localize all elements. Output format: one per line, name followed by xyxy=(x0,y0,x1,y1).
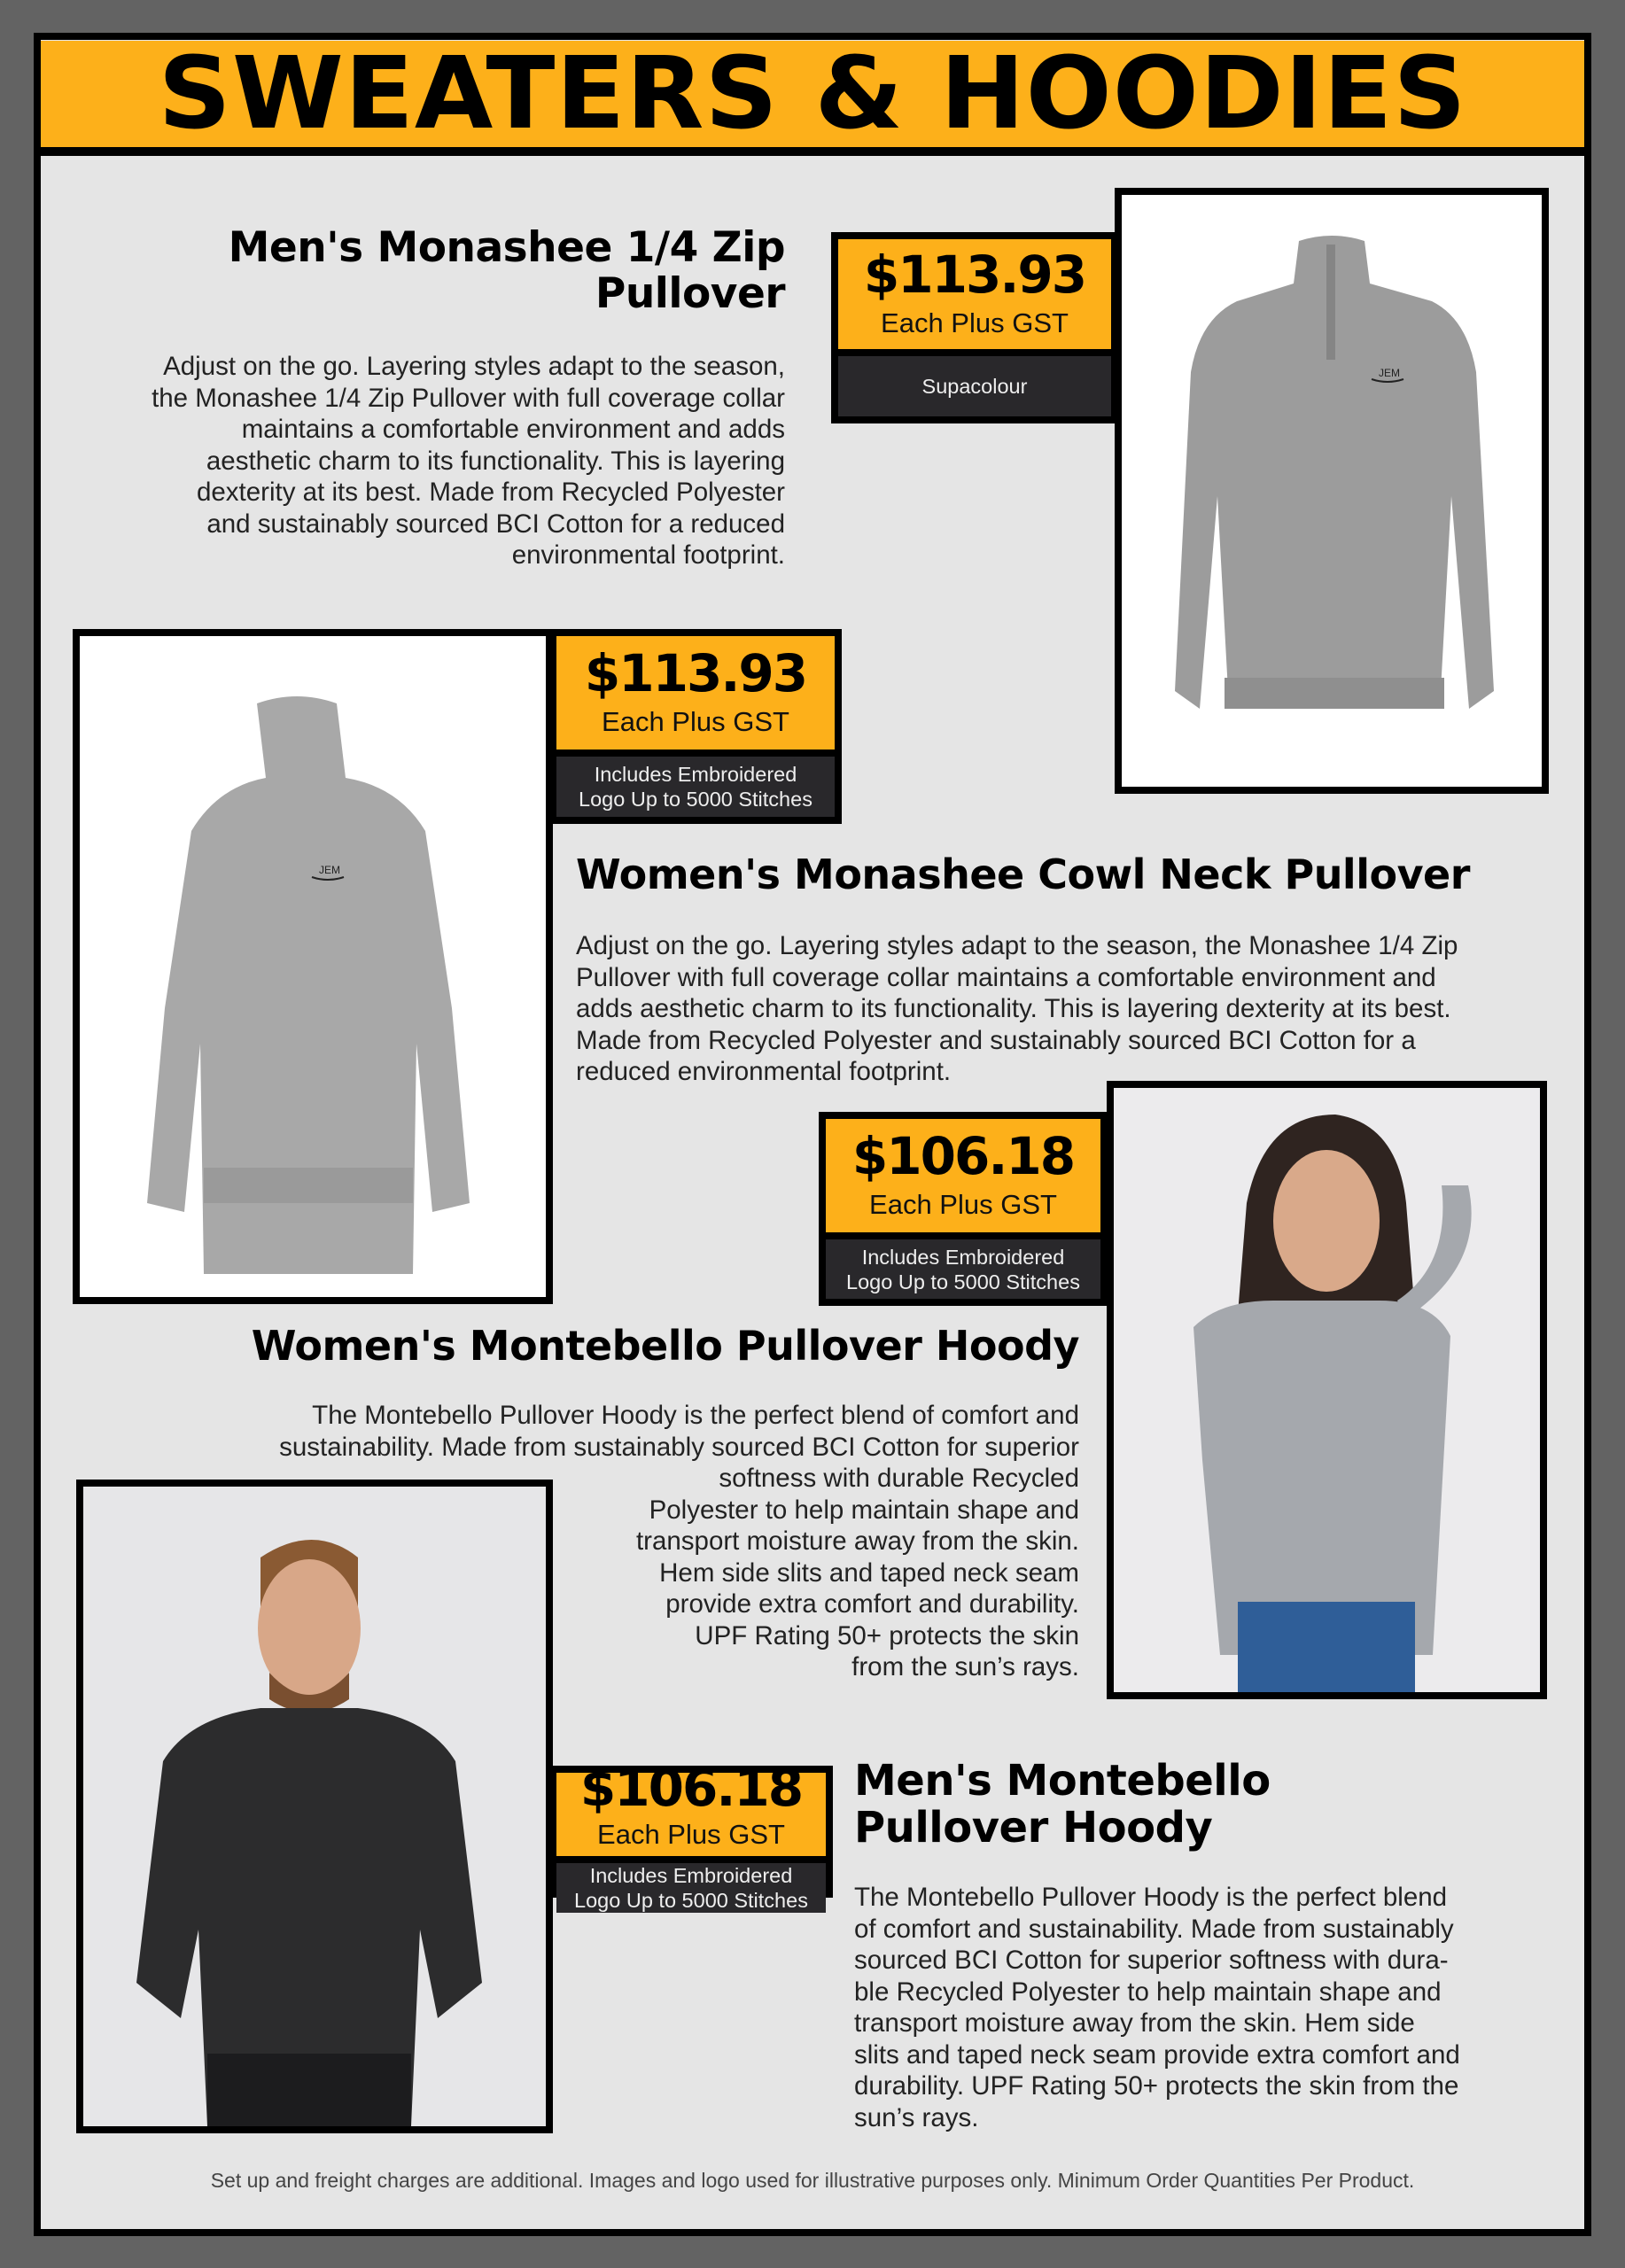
product-title: Women's Monashee Cowl Neck Pullover xyxy=(576,850,1470,898)
cowl-neck-pullover-icon xyxy=(80,636,546,1297)
product-title: Women's Montebello Pullover Hoody xyxy=(251,1322,1079,1370)
product-description: Adjust on the go. Layering styles adapt to the season, the Monashee 1/4 Zip Pullover with full coverage collar maintains a comfortable environment and adds aesthetic charm to its functionality. This is layering dexterity at its best. Made from Recycled Polyester and sustainably sourced BCI Cotton for a reduced environmental footprint. xyxy=(576,931,1458,1086)
woman-in-hoody-icon xyxy=(1114,1088,1540,1692)
product-image-frame xyxy=(76,1480,553,2133)
price-box xyxy=(819,1112,1108,1306)
price-value: $113.93 xyxy=(863,245,1086,305)
price-box xyxy=(549,1758,833,1912)
decoration-note: Includes Embroidered Logo Up to 5000 Stitches xyxy=(556,757,835,817)
product-image-frame xyxy=(1107,1081,1547,1699)
svg-text:JEM: JEM xyxy=(1379,367,1400,379)
quarter-zip-pullover-icon xyxy=(1122,195,1542,787)
header-banner xyxy=(41,36,1584,156)
product-image-frame xyxy=(1115,188,1549,794)
product-description: Adjust on the go. Layering styles adapt to the season, the Monashee 1/4 Zip Pullover with full coverage collar maintains a comfortable environment and adds aesthetic charm to its functionality. This is layering dexterity at its best. Made from Recycled Polyester and sustainably sourced BCI Cotton for a reduced environmental footprint. xyxy=(152,352,785,570)
price-note: Each Plus GST xyxy=(869,1189,1057,1220)
price-value: $106.18 xyxy=(579,1758,803,1818)
man-in-hoody-icon xyxy=(83,1487,546,2126)
decoration-note: Supacolour xyxy=(838,356,1111,416)
decoration-note: Includes Embroidered Logo Up to 5000 Stitches xyxy=(556,1863,826,1913)
price-note: Each Plus GST xyxy=(597,1819,785,1850)
price-box xyxy=(549,629,842,824)
price-value: $106.18 xyxy=(851,1126,1075,1186)
svg-text:JEM: JEM xyxy=(319,864,340,876)
product-description: The Montebello Pullover Hoody is the perfect blend of comfort and sustainability. Made from sustainably sourced BCI Cotton for superior softness with durable Recycled Polyester to help maintain shape and transport moisture away from the skin. Hem side slits and taped neck seam provide extra comfort and durability. UPF Rating 50+ protects the skin from the sun’s rays. xyxy=(279,1401,1079,1682)
page-title: SWEATERS & HOODIES xyxy=(158,36,1467,151)
decoration-note: Includes Embroidered Logo Up to 5000 Stitches xyxy=(826,1239,1100,1299)
price-box xyxy=(831,232,1118,423)
product-image xyxy=(80,636,546,1297)
product-image-frame xyxy=(73,629,553,1304)
product-image xyxy=(1114,1088,1540,1692)
product-title: Men's Monashee 1/4 Zip Pullover xyxy=(228,223,785,318)
disclaimer-footer: Set up and freight charges are additional. Images and logo used for illustrative purposes only. Minimum Order Quantities Per Product. xyxy=(210,2169,1415,2192)
product-image xyxy=(83,1487,546,2126)
price-note: Each Plus GST xyxy=(881,307,1069,338)
product-title: Men's Montebello Pullover Hoody xyxy=(854,1756,1271,1852)
price-value: $113.93 xyxy=(584,643,807,703)
product-description: The Montebello Pullover Hoody is the perfect blend of comfort and sustainability. Made from sustainably sourced BCI Cotton for superior softness with dura- ble Recycled Polyester to help maintain shape and transport moisture away from the skin. Hem side slits and taped neck seam provide extra comfort and durability. UPF Rating 50+ protects the skin from the sun’s rays. xyxy=(854,1883,1460,2132)
product-image xyxy=(1122,195,1542,787)
price-note: Each Plus GST xyxy=(602,706,789,737)
